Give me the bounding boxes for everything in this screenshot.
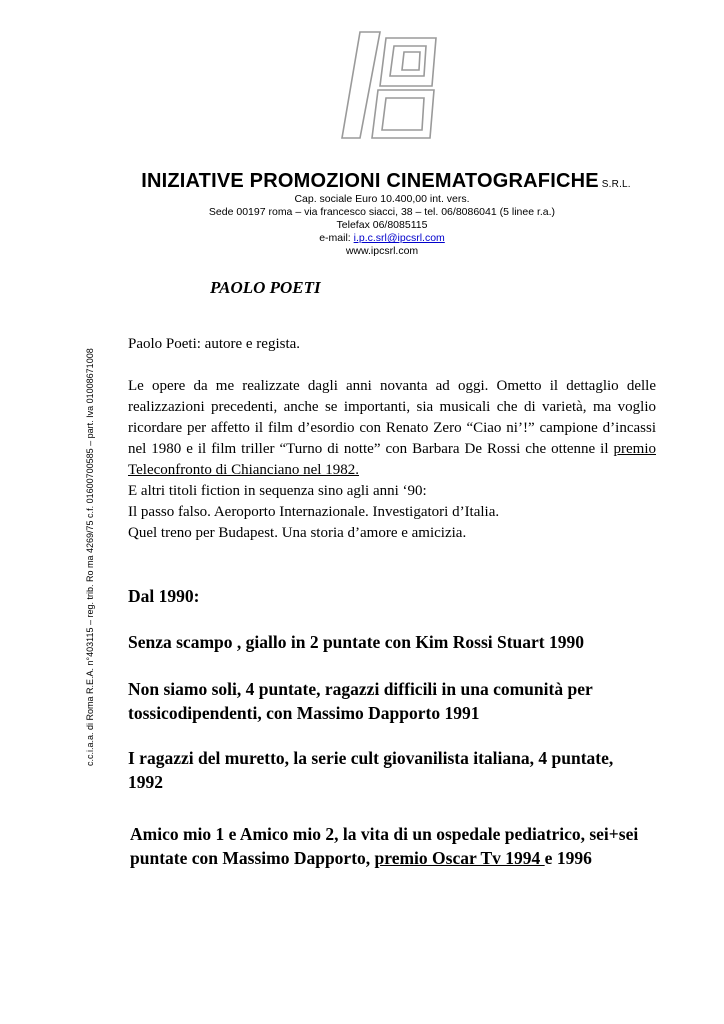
company-capital: Cap. sociale Euro 10.400,00 int. vers. — [294, 193, 470, 205]
person-name: PAOLO POETI — [210, 278, 321, 297]
intro-line-3: Quel treno per Budapest. Una storia d’amore e amicizia. — [128, 525, 467, 541]
award-teleconfronto: premio Teleconfronto di Chianciano nel 1982. — [128, 441, 656, 478]
work-item-3: I ragazzi del muretto, la serie cult giovanilista italiana, 4 puntate, 1992 — [128, 748, 614, 792]
company-website: www.ipcsrl.com — [345, 245, 419, 257]
intro-paragraph: Le opere da me realizzate dagli anni novanta ad oggi. Ometto il dettaglio delle realizzazioni precedenti, anche se importanti, sia musicali che di varietà, ma voglio ricordare per affetto il film d’esordio con Renato Zero “Ciao ni’!” campione d’incassi nel 1980 e il film triller “Turno di notte” con Barbara De Rossi che ottenne il premio Teleconfronto di Chianciano nel 1982. — [128, 378, 656, 478]
company-name: INIZIATIVE PROMOZIONI CINEMATOGRAFICHE S.R.L. — [141, 170, 631, 192]
work-item-1: Senza scampo , giallo in 2 puntate con Kim Rossi Stuart 1990 — [128, 632, 584, 652]
role-line: Paolo Poeti: autore e regista. — [128, 336, 301, 352]
registration-sidebar: c.c.i.a.a. di Roma R.E.A. n°403115 – reg. trib. Ro ma 4269/75 c.f. 01600700585 – part. Iva 01008671008 — [85, 348, 95, 766]
company-suffix: S.R.L. — [601, 179, 631, 190]
work-item-4: Amico mio 1 e Amico mio 2, la vita di un ospedale pediatrico, sei+sei puntate con Massimo Dapporto, premio Oscar Tv 1994 e 1996 — [130, 824, 639, 868]
company-header — [0, 170, 724, 258]
company-email-line: e-mail: i.p.c.srl@ipcsrl.com — [319, 232, 445, 244]
company-address: Sede 00197 roma – via francesco siacci, 38 – tel. 06/8086041 (5 linee r.a.) — [208, 206, 556, 218]
intro-section — [128, 334, 656, 544]
award-oscar-tv: premio Oscar Tv 1994 — [374, 848, 545, 868]
work-item-2: Non siamo soli, 4 puntate, ragazzi difficili in una comunità per tossicodipendenti, con Massimo Dapporto 1991 — [128, 679, 593, 723]
email-link[interactable]: i.p.c.srl@ipcsrl.com — [353, 232, 445, 244]
company-fax: Telefax 06/8085115 — [336, 219, 428, 231]
intro-line-1: E altri titoli fiction in sequenza sino agli anni ‘90: — [128, 483, 427, 499]
company-logo — [340, 28, 452, 142]
works-heading: Dal 1990: — [128, 586, 200, 606]
intro-line-2: Il passo falso. Aeroporto Internazionale. Investigatori d’Italia. — [128, 504, 500, 520]
